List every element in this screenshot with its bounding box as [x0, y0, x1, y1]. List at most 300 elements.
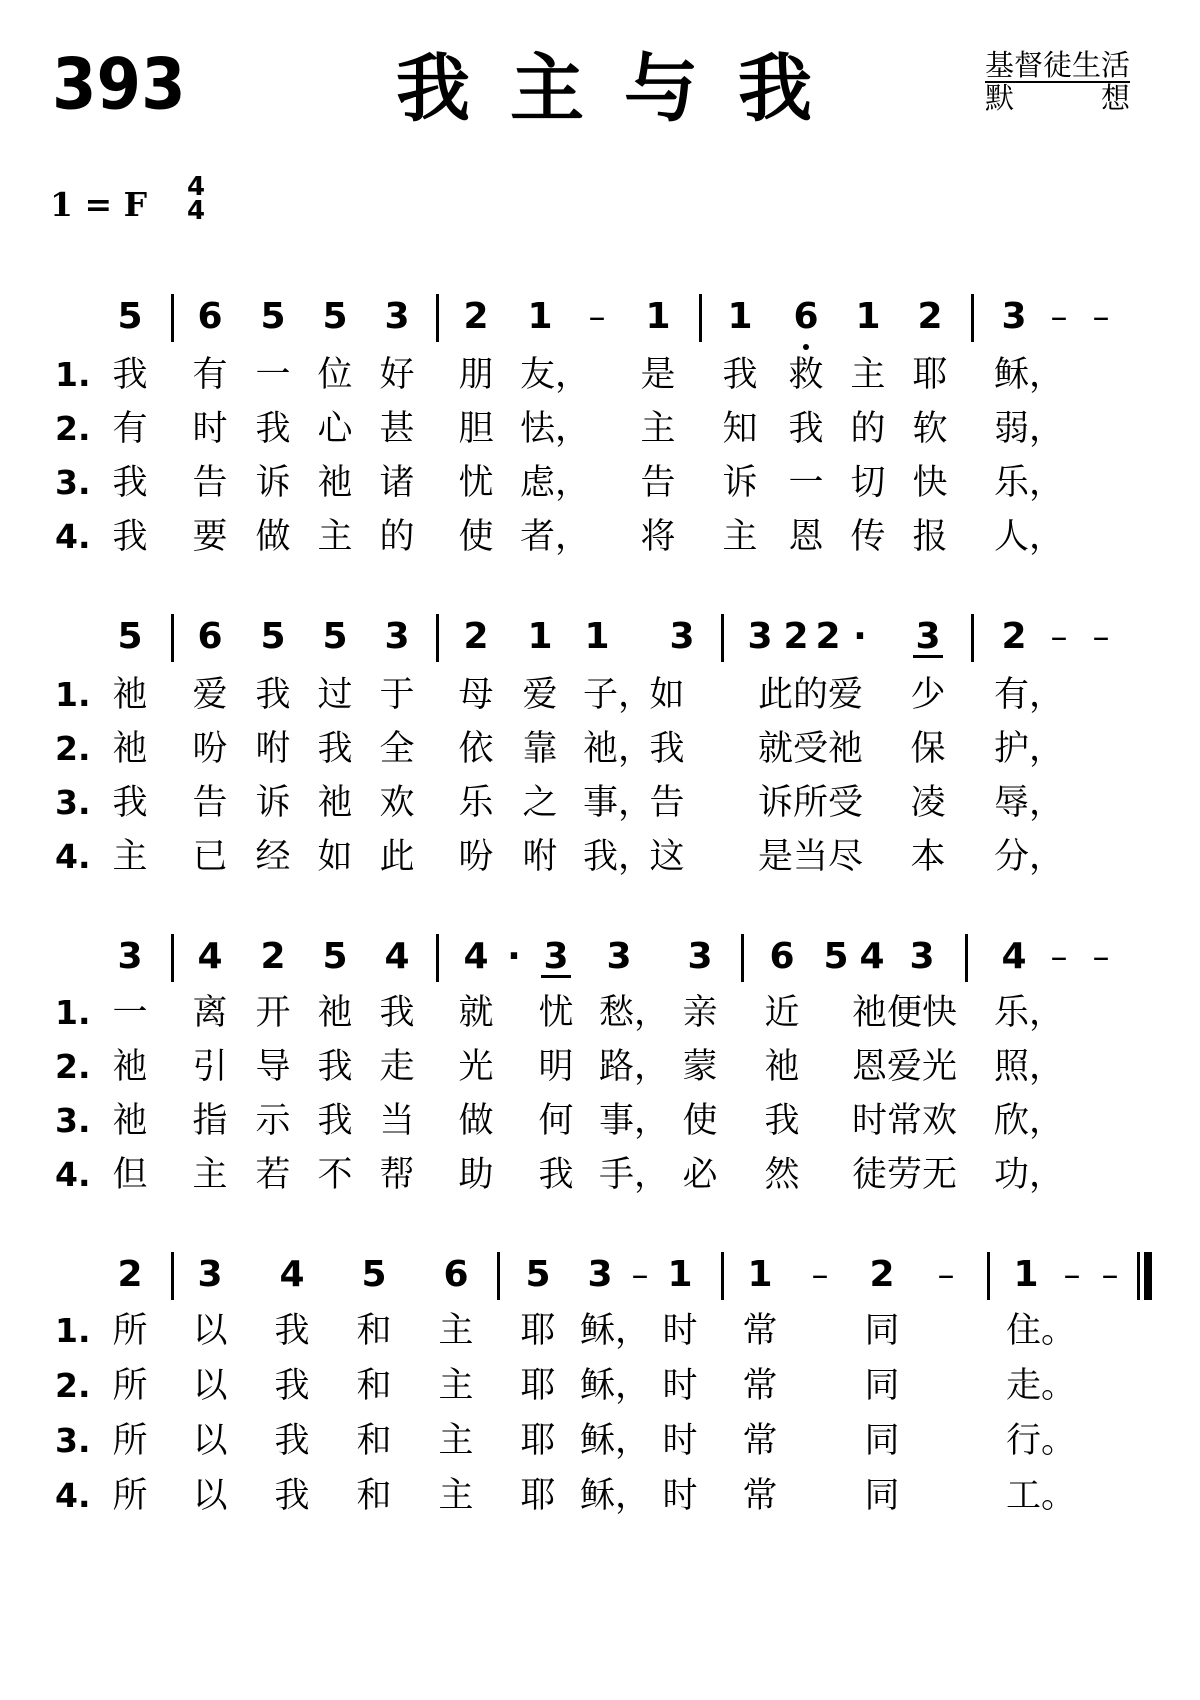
lyric-syllable: 使: [682, 1101, 718, 1141]
lyric-syllable: 告: [640, 463, 676, 503]
lyric-syllable: 若: [255, 1155, 291, 1195]
verse-number: 4.: [55, 517, 91, 556]
note-dash: –: [1050, 617, 1068, 657]
lyric-syllable: 和: [356, 1311, 392, 1351]
lyric-syllable: 忧: [538, 993, 574, 1033]
lyric-syllable: 我: [274, 1476, 310, 1516]
lyric-syllable: 手，: [599, 1155, 670, 1195]
note-dash: –: [631, 1255, 649, 1295]
lyric-syllable: 然: [764, 1155, 800, 1195]
lyric-line: [0, 352, 1200, 398]
lyric-syllable: 告: [192, 463, 228, 503]
bar-line: [971, 294, 974, 342]
lyric-syllable: 行。: [1006, 1421, 1077, 1461]
note-dash: –: [1092, 937, 1110, 977]
lyric-syllable: 好: [379, 355, 415, 395]
note: 6: [443, 1254, 469, 1295]
lyric-syllable: 快: [912, 463, 948, 503]
lyric-syllable: 告: [649, 783, 685, 823]
lyric-syllable: 稣，: [994, 355, 1065, 395]
lyric-syllable: 所: [112, 1476, 148, 1516]
note: 5: [117, 616, 143, 657]
lyric-syllable: 时: [662, 1421, 698, 1461]
lyric-syllable: 引: [192, 1047, 228, 1087]
note: 1: [584, 616, 610, 657]
lyric-syllable: 诉: [722, 463, 758, 503]
note: 2: [1001, 616, 1027, 657]
lyric-syllable: 主: [317, 517, 353, 557]
note: 3: [543, 936, 569, 977]
lyric-syllable: 亲: [682, 993, 718, 1033]
note-dash: –: [1050, 297, 1068, 337]
lyric-syllable: 咐: [255, 729, 291, 769]
lyric-syllable: 和: [356, 1421, 392, 1461]
hymn-title: 我主与我: [396, 46, 852, 132]
note: 3: [384, 616, 410, 657]
lyric-syllable: 此: [379, 837, 415, 877]
lyric-syllable: 愁，: [599, 993, 670, 1033]
bar-line: [497, 1252, 500, 1300]
lyric-syllable: 将: [640, 517, 676, 557]
verse-number: 3.: [55, 783, 91, 822]
note: 1: [727, 296, 753, 337]
bar-line: [721, 614, 724, 662]
lyric-syllable: 耶: [520, 1366, 556, 1406]
lyric-syllable: 报: [912, 517, 948, 557]
lyric-syllable: 救: [788, 355, 824, 395]
lyric-syllable: 甚: [379, 409, 415, 449]
lyric-syllable: 欣，: [994, 1101, 1065, 1141]
note: 5: [322, 616, 348, 657]
note: 3: [587, 1254, 613, 1295]
note: 1: [527, 616, 553, 657]
lyric-syllable: 工。: [1006, 1476, 1077, 1516]
lyric-line: [0, 990, 1200, 1036]
lyric-syllable: 知: [722, 409, 758, 449]
source-subcategory-char: 想: [1101, 81, 1131, 116]
lyric-syllable: 祂: [317, 463, 353, 503]
lyric-syllable: 我: [764, 1101, 800, 1141]
verse-number: 1.: [55, 993, 91, 1032]
lyric-syllable: 朋: [458, 355, 494, 395]
lyric-syllable: 耶: [520, 1311, 556, 1351]
hymn-number: 393: [52, 44, 186, 126]
note: 2: [869, 1254, 895, 1295]
note: 2: [463, 616, 489, 657]
lyric-syllable: 以: [192, 1421, 228, 1461]
lyric-syllable: 常: [742, 1421, 778, 1461]
source-category: 基督徒生活: [985, 48, 1131, 82]
verse-number: 2.: [55, 1366, 91, 1405]
lyric-syllable: 凌: [910, 783, 946, 823]
lyric-syllable: 主: [640, 409, 676, 449]
lyric-line: [0, 726, 1200, 772]
lyric-syllable: 同: [864, 1421, 900, 1461]
note: 3: [384, 296, 410, 337]
lyric-syllable: 走: [379, 1047, 415, 1087]
lyric-syllable: 光: [458, 1047, 494, 1087]
note-row: [0, 1250, 1200, 1300]
lyric-syllable: 怯，: [520, 409, 591, 449]
lyric-syllable: 明: [538, 1047, 574, 1087]
lyric-syllable: 一: [255, 355, 291, 395]
lyric-line: [0, 460, 1200, 506]
verse-number: 3.: [55, 1421, 91, 1460]
lyric-syllable: 依: [458, 729, 494, 769]
lyric-syllable: 我: [379, 993, 415, 1033]
verse-number: 4.: [55, 1155, 91, 1194]
lyric-syllable: 导: [255, 1047, 291, 1087]
note: 1: [527, 296, 553, 337]
lyric-syllable: 时: [662, 1476, 698, 1516]
lyric-syllable: 祂便快: [852, 993, 958, 1033]
lyric-line: [0, 1363, 1200, 1409]
note: 3: [669, 616, 695, 657]
lyric-syllable: 主: [722, 517, 758, 557]
note: 6: [197, 616, 223, 657]
lyric-syllable: 我，: [583, 837, 654, 877]
lyric-syllable: 恩: [788, 517, 824, 557]
lyric-syllable: 恩爱光: [852, 1047, 958, 1087]
lyric-syllable: 和: [356, 1476, 392, 1516]
lyric-syllable: 咐: [522, 837, 558, 877]
note: 5: [260, 616, 286, 657]
bar-line: [987, 1252, 990, 1300]
lyric-syllable: 我: [112, 355, 148, 395]
lyric-syllable: 者，: [520, 517, 591, 557]
lyric-syllable: 同: [864, 1366, 900, 1406]
note: 2: [260, 936, 286, 977]
lyric-syllable: 耶: [912, 355, 948, 395]
lyric-syllable: 诉所受: [758, 783, 864, 823]
note: 4: [1001, 936, 1027, 977]
note: 4: [279, 1254, 305, 1295]
lyric-syllable: 何: [538, 1101, 574, 1141]
source-attribution: [985, 50, 1130, 114]
lyric-line: [0, 1418, 1200, 1464]
lyric-syllable: 祂: [317, 993, 353, 1033]
lyric-syllable: 此的爱: [758, 675, 864, 715]
note: 1: [855, 296, 881, 337]
note-dash: –: [1092, 617, 1110, 657]
lyric-syllable: 照，: [994, 1047, 1065, 1087]
lyric-syllable: 主: [112, 837, 148, 877]
bar-line: [436, 934, 439, 982]
dot-mark: ·: [507, 936, 521, 977]
lyric-syllable: 位: [317, 355, 353, 395]
lyric-syllable: 蒙: [682, 1047, 718, 1087]
lyric-syllable: 稣，: [580, 1366, 651, 1406]
lyric-syllable: 以: [192, 1366, 228, 1406]
lyric-syllable: 近: [764, 993, 800, 1033]
verse-number: 4.: [55, 837, 91, 876]
note: 5: [117, 296, 143, 337]
note-row: [0, 612, 1200, 662]
lyric-syllable: 同: [864, 1311, 900, 1351]
lyric-syllable: 以: [192, 1311, 228, 1351]
lyric-line: [0, 406, 1200, 452]
lyric-syllable: 之: [522, 783, 558, 823]
lyric-syllable: 祂: [317, 783, 353, 823]
lyric-syllable: 我: [317, 1101, 353, 1141]
lyric-syllable: 功，: [994, 1155, 1065, 1195]
lyric-syllable: 切: [850, 463, 886, 503]
lyric-syllable: 常: [742, 1311, 778, 1351]
note: 3: [747, 616, 773, 657]
note-dash: –: [588, 297, 606, 337]
lyric-line: [0, 1308, 1200, 1354]
note: 5: [322, 936, 348, 977]
lyric-syllable: 我: [112, 463, 148, 503]
lyric-syllable: 我: [112, 517, 148, 557]
bar-line: [699, 294, 702, 342]
lyric-syllable: 诉: [255, 783, 291, 823]
lyric-syllable: 耶: [520, 1476, 556, 1516]
note-dash: –: [1101, 1255, 1119, 1295]
lyric-syllable: 胆: [458, 409, 494, 449]
bar-line: [436, 614, 439, 662]
lyric-syllable: 做: [255, 517, 291, 557]
lyric-syllable: 如: [317, 837, 353, 877]
lyric-syllable: 时: [192, 409, 228, 449]
lyric-line: [0, 780, 1200, 826]
lyric-syllable: 我: [317, 729, 353, 769]
lyric-syllable: 诸: [379, 463, 415, 503]
lyric-syllable: 如: [649, 675, 685, 715]
time-signature-top: 4: [187, 172, 206, 202]
lyric-syllable: 分，: [994, 837, 1065, 877]
lyric-syllable: 辱，: [994, 783, 1065, 823]
lyric-syllable: 乐，: [994, 993, 1065, 1033]
lyric-syllable: 爱: [522, 675, 558, 715]
lyric-syllable: 所: [112, 1311, 148, 1351]
note: 1: [1013, 1254, 1039, 1295]
lyric-syllable: 帮: [379, 1155, 415, 1195]
lyric-syllable: 我: [274, 1366, 310, 1406]
lyric-syllable: 示: [255, 1101, 291, 1141]
lyric-syllable: 不: [317, 1155, 353, 1195]
verse-number: 1.: [55, 675, 91, 714]
note: 3: [117, 936, 143, 977]
lyric-syllable: 必: [682, 1155, 718, 1195]
lyric-syllable: 于: [379, 675, 415, 715]
lyric-syllable: 祂，: [583, 729, 654, 769]
note: 4: [384, 936, 410, 977]
lyric-syllable: 虑，: [520, 463, 591, 503]
lyric-syllable: 母: [458, 675, 494, 715]
lyric-syllable: 已: [192, 837, 228, 877]
bar-line: [171, 294, 174, 342]
lyric-syllable: 常: [742, 1366, 778, 1406]
lyric-syllable: 时: [662, 1366, 698, 1406]
lyric-syllable: 诉: [255, 463, 291, 503]
time-signature-bottom: 4: [187, 196, 206, 226]
lyric-syllable: 稣，: [580, 1476, 651, 1516]
lyric-syllable: 常: [742, 1476, 778, 1516]
lyric-syllable: 助: [458, 1155, 494, 1195]
lyric-syllable: 这: [649, 837, 685, 877]
lyric-syllable: 主: [438, 1311, 474, 1351]
note: 3: [687, 936, 713, 977]
verse-number: 1.: [55, 1311, 91, 1350]
lyric-syllable: 徒劳无: [852, 1155, 958, 1195]
lyric-syllable: 一: [112, 993, 148, 1033]
lyric-syllable: 主: [438, 1421, 474, 1461]
lyric-syllable: 走。: [1006, 1366, 1077, 1406]
note: 5: [525, 1254, 551, 1295]
lyric-syllable: 心: [317, 409, 353, 449]
lyric-syllable: 祂: [112, 675, 148, 715]
note-dash: –: [1092, 297, 1110, 337]
lyric-syllable: 有，: [994, 675, 1065, 715]
lyric-syllable: 是当尽: [758, 837, 864, 877]
lyric-syllable: 我: [112, 783, 148, 823]
source-subcategory-char: 默: [985, 81, 1015, 116]
lyric-syllable: 我: [255, 409, 291, 449]
lyric-syllable: 保: [910, 729, 946, 769]
dot-mark: ·: [853, 616, 867, 657]
lyric-syllable: 和: [356, 1366, 392, 1406]
verse-number: 3.: [55, 1101, 91, 1140]
note-dash: –: [1063, 1255, 1081, 1295]
note-row: [0, 932, 1200, 982]
lyric-syllable: 子，: [583, 675, 654, 715]
note: 4: [197, 936, 223, 977]
lyric-syllable: 有: [192, 355, 228, 395]
lyric-line: [0, 514, 1200, 560]
note: 1: [747, 1254, 773, 1295]
note-dash: –: [811, 1255, 829, 1295]
note: 6: [197, 296, 223, 337]
note: 3: [197, 1254, 223, 1295]
lyric-syllable: 路，: [599, 1047, 670, 1087]
lyric-syllable: 乐: [458, 783, 494, 823]
lyric-syllable: 同: [864, 1476, 900, 1516]
lyric-syllable: 祂: [112, 1101, 148, 1141]
lyric-syllable: 开: [255, 993, 291, 1033]
source-subcategory: [985, 81, 1131, 116]
lyric-syllable: 以: [192, 1476, 228, 1516]
lyric-syllable: 我: [722, 355, 758, 395]
note: 5: [260, 296, 286, 337]
note: 3: [909, 936, 935, 977]
lyric-syllable: 使: [458, 517, 494, 557]
lyric-syllable: 乐，: [994, 463, 1065, 503]
lyric-syllable: 一: [788, 463, 824, 503]
note: 4: [859, 936, 885, 977]
note: 2: [815, 616, 841, 657]
lyric-syllable: 祂: [764, 1047, 800, 1087]
bar-line: [171, 1252, 174, 1300]
note-dash: –: [1050, 937, 1068, 977]
bar-line: [721, 1252, 724, 1300]
note-row: [0, 292, 1200, 342]
lyric-syllable: 我: [649, 729, 685, 769]
final-bar-thick: [1144, 1252, 1152, 1300]
lyric-syllable: 的: [850, 409, 886, 449]
lyric-syllable: 做: [458, 1101, 494, 1141]
lyric-syllable: 软: [912, 409, 948, 449]
verse-number: 1.: [55, 355, 91, 394]
lyric-syllable: 的: [379, 517, 415, 557]
bar-line: [436, 294, 439, 342]
key-signature: 1 = F: [50, 185, 148, 224]
lyric-syllable: 弱，: [994, 409, 1065, 449]
note: 1: [667, 1254, 693, 1295]
lyric-syllable: 我: [255, 675, 291, 715]
verse-number: 3.: [55, 463, 91, 502]
verse-number: 2.: [55, 729, 91, 768]
bar-line: [965, 934, 968, 982]
bar-line: [171, 934, 174, 982]
lyric-syllable: 我: [317, 1047, 353, 1087]
note: 5: [823, 936, 849, 977]
lyric-syllable: 主: [438, 1366, 474, 1406]
note: 2: [117, 1254, 143, 1295]
lyric-line: [0, 1044, 1200, 1090]
lyric-syllable: 主: [850, 355, 886, 395]
bar-line: [971, 614, 974, 662]
lyric-syllable: 但: [112, 1155, 148, 1195]
lyric-syllable: 稣，: [580, 1421, 651, 1461]
lyric-syllable: 是: [640, 355, 676, 395]
lyric-syllable: 要: [192, 517, 228, 557]
lyric-syllable: 靠: [522, 729, 558, 769]
lyric-syllable: 忧: [458, 463, 494, 503]
lyric-syllable: 人，: [994, 517, 1065, 557]
lyric-syllable: 我: [538, 1155, 574, 1195]
lyric-syllable: 事，: [599, 1101, 670, 1141]
note: 2: [783, 616, 809, 657]
lyric-syllable: 指: [192, 1101, 228, 1141]
note: 3: [1001, 296, 1027, 337]
bar-line: [741, 934, 744, 982]
lyric-line: [0, 1098, 1200, 1144]
lyric-syllable: 本: [910, 837, 946, 877]
lyric-syllable: 经: [255, 837, 291, 877]
lyric-syllable: 友，: [520, 355, 591, 395]
lyric-syllable: 祂: [112, 1047, 148, 1087]
lyric-syllable: 全: [379, 729, 415, 769]
verse-number: 2.: [55, 1047, 91, 1086]
note: 6: [786, 292, 826, 342]
note: 3: [915, 616, 941, 657]
lyric-syllable: 我: [274, 1311, 310, 1351]
lyric-syllable: 就受祂: [758, 729, 864, 769]
note-dash: –: [937, 1255, 955, 1295]
bar-line: [171, 614, 174, 662]
lyric-syllable: 欢: [379, 783, 415, 823]
lyric-syllable: 住。: [1006, 1311, 1077, 1351]
time-signature: [187, 172, 206, 226]
note: 3: [606, 936, 632, 977]
lyric-syllable: 护，: [994, 729, 1065, 769]
lyric-syllable: 我: [274, 1421, 310, 1461]
lyric-syllable: 我: [788, 409, 824, 449]
lyric-syllable: 时常欢: [852, 1101, 958, 1141]
lyric-syllable: 时: [662, 1311, 698, 1351]
lyric-line: [0, 834, 1200, 880]
lyric-syllable: 主: [438, 1476, 474, 1516]
note: 2: [917, 296, 943, 337]
lyric-syllable: 吩: [192, 729, 228, 769]
lyric-syllable: 吩: [458, 837, 494, 877]
note: 5: [361, 1254, 387, 1295]
lyric-syllable: 过: [317, 675, 353, 715]
lyric-syllable: 就: [458, 993, 494, 1033]
lyric-syllable: 所: [112, 1366, 148, 1406]
lyric-line: [0, 1152, 1200, 1198]
